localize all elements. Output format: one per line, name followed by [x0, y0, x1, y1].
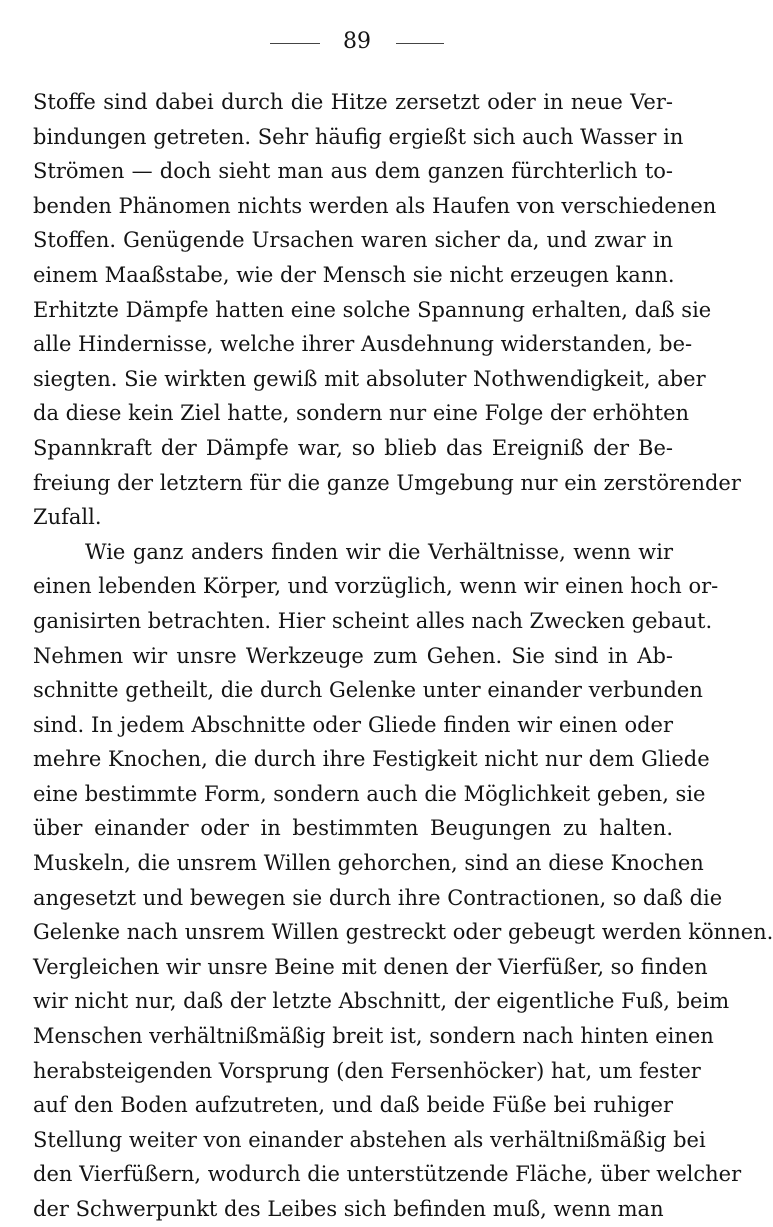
text-line: Zufall. [33, 505, 102, 530]
header-rule-left [270, 43, 320, 44]
text-line: bindungen getreten. Sehr häufig ergießt sich auch Wasser in [33, 124, 684, 149]
text-line: Strömen — doch sieht man aus dem ganzen fürchterlich to- [33, 159, 673, 184]
text-line: siegten. Sie wirkten gewiß mit absoluter Nothwendigkeit, aber [33, 366, 706, 391]
text-line: eine bestimmte Form, sondern auch die Möglichkeit geben, sie [33, 781, 706, 806]
text-line: Vergleichen wir unsre Beine mit denen der Vierfüßer, so finden [33, 954, 708, 979]
text-line: da diese kein Ziel hatte, sondern nur eine Folge der erhöhten [33, 401, 690, 426]
text-line: mehre Knochen, die durch ihre Festigkeit nicht nur dem Gliede [33, 747, 710, 772]
text-line: schnitte getheilt, die durch Gelenke unter einander verbunden [33, 678, 703, 703]
text-line: ganisirten betrachten. Hier scheint alles nach Zwecken gebaut. [33, 608, 713, 633]
text-line: Muskeln, die unsrem Willen gehorchen, sind an diese Knochen [33, 851, 704, 876]
page-number: 89 [343, 29, 371, 54]
text-line: Erhitzte Dämpfe hatten eine solche Spannung erhalten, daß sie [33, 297, 712, 322]
text-line: Nehmen wir unsre Werkzeuge zum Gehen. Sie sind in Ab- [33, 643, 673, 668]
page-header [0, 28, 697, 58]
text-line: Stellung weiter von einander abstehen als verhältnißmäßig bei [33, 1127, 706, 1152]
paragraph [33, 85, 741, 535]
text-line: auf den Boden aufzutreten, und daß beide Füße bei ruhiger [33, 1093, 673, 1118]
text-line: freiung der letztern für die ganze Umgebung nur ein zerstörender [33, 470, 741, 495]
text-line: einen lebenden Körper, und vorzüglich, wenn wir einen hoch or- [33, 574, 719, 599]
text-line: Gelenke nach unsrem Willen gestreckt oder gebeugt werden können. [33, 920, 773, 945]
text-line: benden Phänomen nichts werden als Haufen von verschiedenen [33, 193, 717, 218]
text-line: Spannkraft der Dämpfe war, so blieb das Ereigniß der Be- [33, 435, 673, 460]
header-rule-right [396, 43, 444, 44]
text-line: angesetzt und bewegen sie durch ihre Contractionen, so daß die [33, 885, 723, 910]
text-line: Stoffe sind dabei durch die Hitze zersetzt oder in neue Ver- [33, 90, 673, 114]
text-line: herabsteigenden Vorsprung (den Fersenhöcker) hat, um fester [33, 1058, 701, 1083]
text-line: Wie ganz anders finden wir die Verhältnisse, wenn wir [85, 539, 673, 564]
body-text [33, 85, 773, 1227]
text-line: einem Maaßstabe, wie der Mensch sie nicht erzeugen kann. [33, 262, 675, 287]
text-line: sind. In jedem Abschnitte oder Gliede finden wir einen oder [33, 712, 673, 737]
paragraph [33, 535, 773, 1227]
text-line: alle Hindernisse, welche ihrer Ausdehnung widerstanden, be- [33, 332, 693, 357]
text-line: über einander oder in bestimmten Beugungen zu halten. [33, 816, 673, 841]
text-line: Menschen verhältnißmäßig breit ist, sondern nach hinten einen [33, 1024, 714, 1049]
text-line: der Schwerpunkt des Leibes sich befinden muß, wenn man [33, 1197, 664, 1221]
text-line: Stoffen. Genügende Ursachen waren sicher da, und zwar in [33, 228, 673, 253]
text-line: wir nicht nur, daß der letzte Abschnitt, der eigentliche Fuß, beim [33, 989, 730, 1014]
text-line: den Vierfüßern, wodurch die unterstützende Fläche, über welcher [33, 1162, 742, 1187]
